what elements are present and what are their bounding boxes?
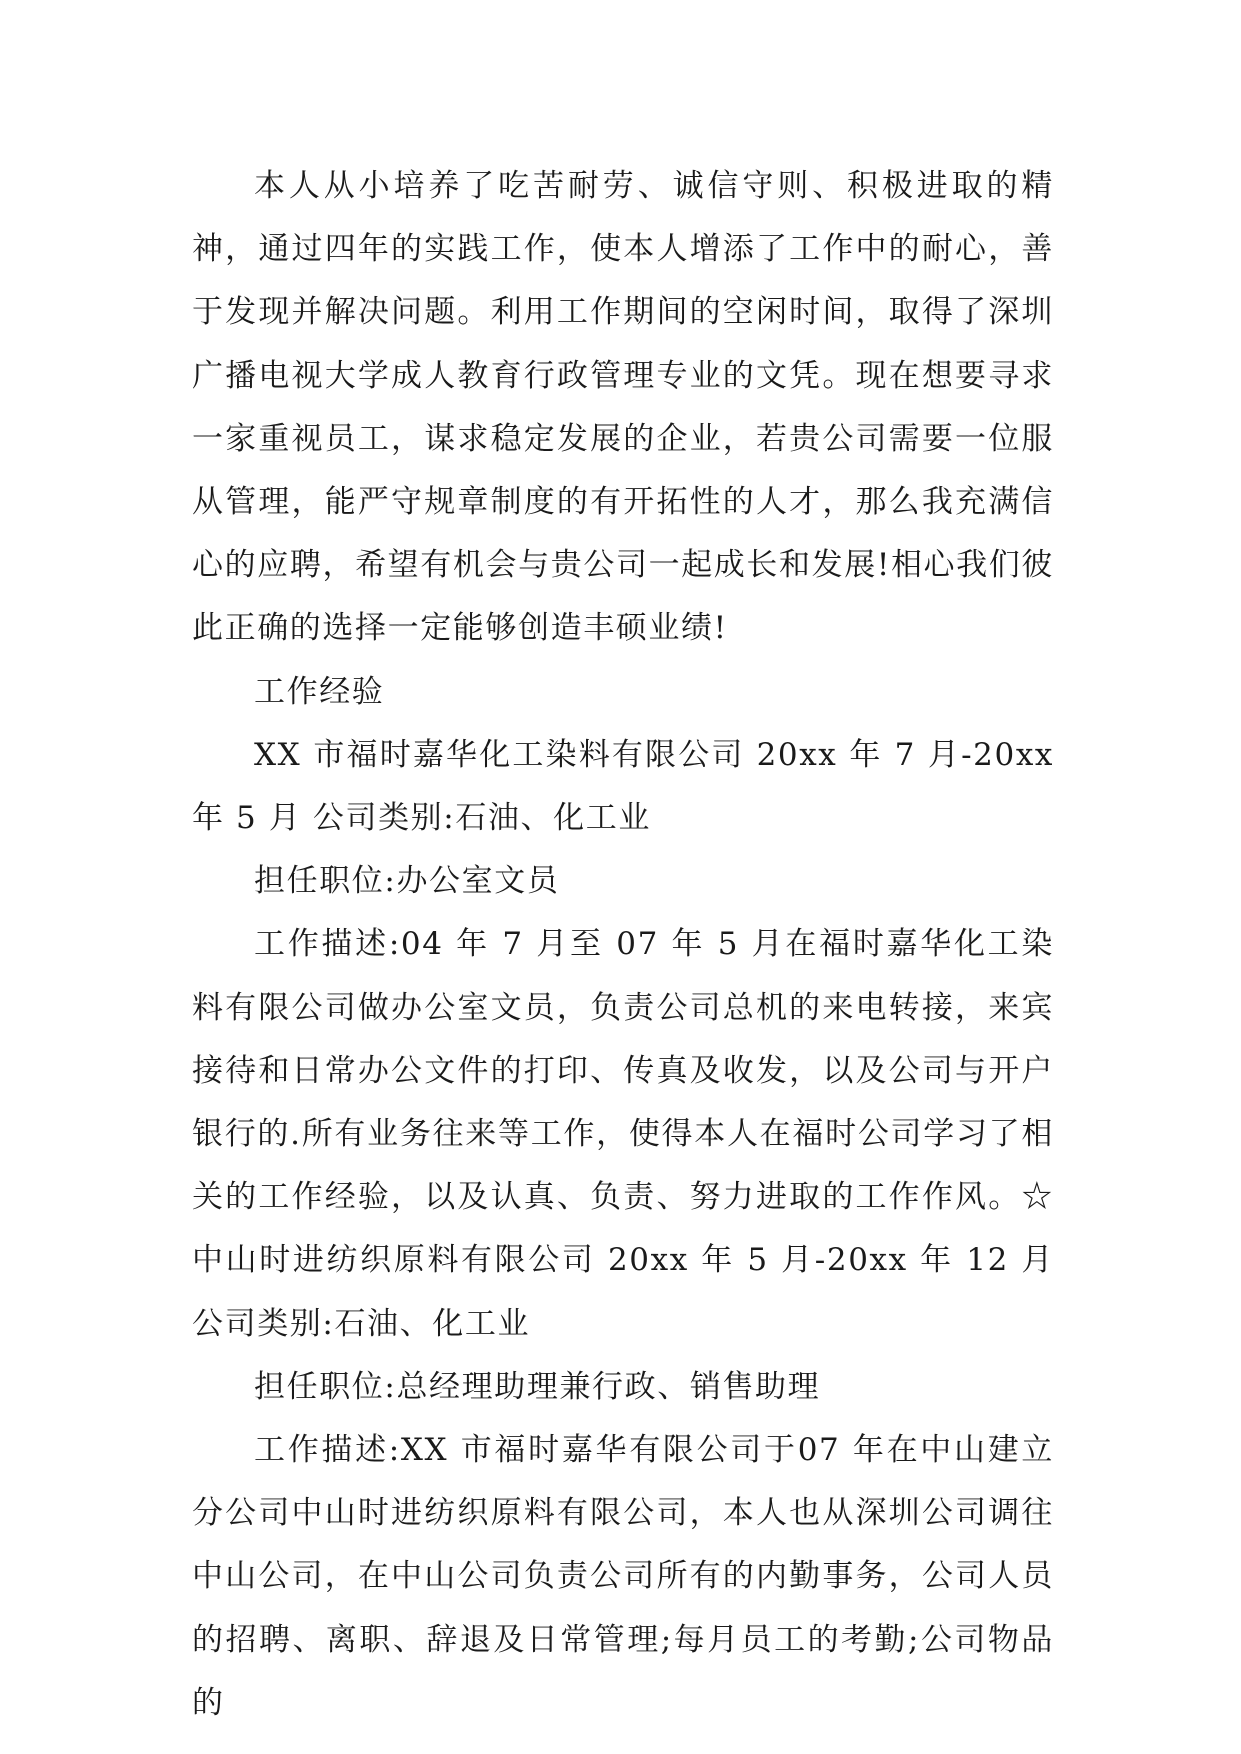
paragraph-job-description-2: 工作描述:XX 市福时嘉华有限公司于07 年在中山建立分公司中山时进纺织原料有限公司，本人也从深圳公司调往中山公司，在中山公司负责公司所有的内勤事务，公司人员的招聘、离职、辞退及日常管理;每月员工的考勤;公司物品的 — [192, 1432, 1054, 1721]
document-body — [192, 155, 1054, 1735]
paragraph-position-assistant: 担任职位:总经理助理兼行政、销售助理 — [254, 1368, 821, 1405]
paragraph-company-fushi: XX 市福时嘉华化工染料有限公司 20xx 年 7 月-20xx 年 5 月 公司类别:石油、化工业 — [192, 736, 1054, 837]
paragraph-self-introduction: 本人从小培养了吃苦耐劳、诚信守则、积极进取的精神，通过四年的实践工作，使本人增添了工作中的耐心，善于发现并解决问题。利用工作期间的空闲时间，取得了深圳广播电视大学成人教育行政管理专业的文凭。现在想要寻求一家重视员工，谋求稳定发展的企业，若贵公司需要一位服从管理，能严守规章制度的有开拓性的人才，那么我充满信心的应聘，希望有机会与贵公司一起成长和发展!相心我们彼此正确的选择一定能够创造丰硕业绩! — [192, 168, 1054, 647]
section-heading-work-experience: 工作经验 — [254, 673, 385, 710]
paragraph-position-office-clerk: 担任职位:办公室文员 — [254, 863, 560, 900]
paragraph-job-description-1: 工作描述:04 年 7 月至 07 年 5 月在福时嘉华化工染料有限公司做办公室文员，负责公司总机的来电转接，来宾接待和日常办公文件的打印、传真及收发，以及公司与开户银行的.所有业务往来等工作，使得本人在福时公司学习了相关的工作经验，以及认真、负责、努力进取的工作作风。☆中山时进纺织原料有限公司 20xx 年 5 月-20xx 年 12 月 公司类别:石油、化工业 — [192, 926, 1054, 1342]
